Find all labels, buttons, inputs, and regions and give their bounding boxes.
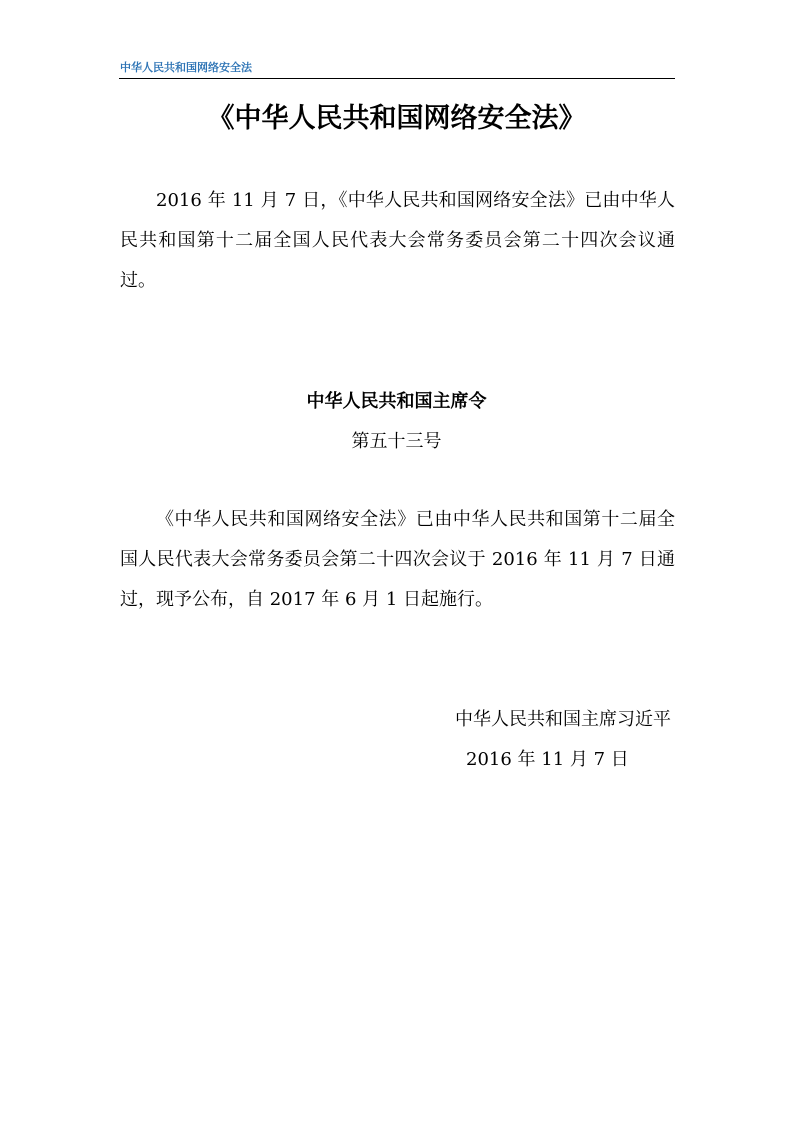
document-title: 《中华人民共和国网络安全法》 — [207, 103, 586, 134]
signature-date: 2016 年 11 月 7 日 — [466, 749, 629, 770]
header-divider — [119, 78, 675, 79]
signatory: 中华人民共和国主席习近平 — [455, 709, 671, 730]
order-number: 第五十三号 — [351, 431, 442, 452]
order-paragraph: 《中华人民共和国网络安全法》已由中华人民共和国第十二届全国人民代表大会常务委员会第二十四次会议于 2016 年 11 月 7 日通过，现予公布，自 2017 年 6 月 1 日起施行。 — [120, 509, 675, 610]
order-heading: 中华人民共和国主席令 — [306, 391, 487, 412]
running-header: 中华人民共和国网络安全法 — [120, 61, 252, 74]
intro-paragraph: 2016 年 11 月 7 日，《中华人民共和国网络安全法》已由中华人民共和国第十二届全国人民代表大会常务委员会第二十四次会议通过。 — [120, 190, 675, 291]
